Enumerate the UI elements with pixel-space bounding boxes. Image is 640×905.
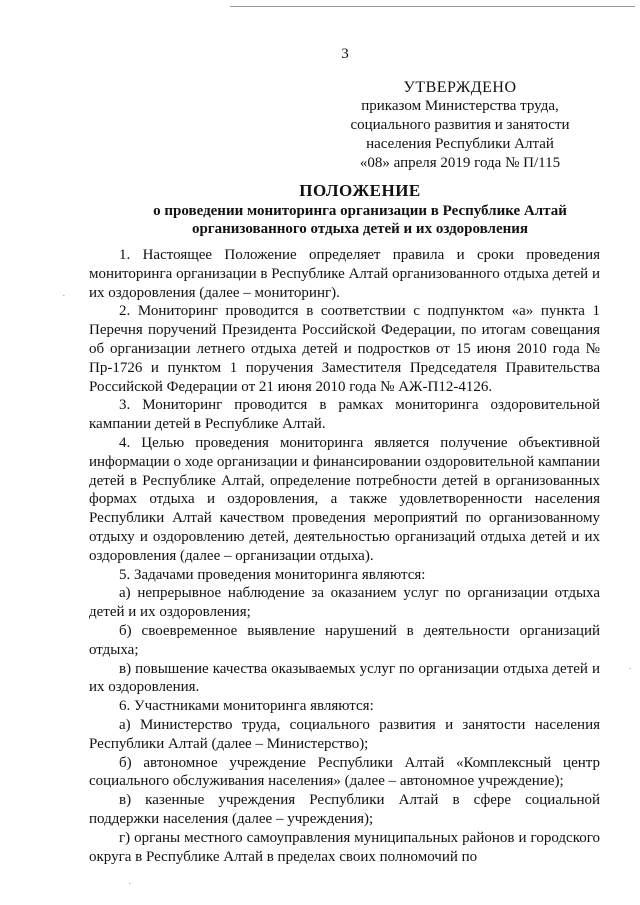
paragraph: 4. Целью проведения мониторинга является получение объективной информации о ходе организации и финансировании оздоровительной кампании детей в Республике Алтай, определение потребности детей в организованных формах отдыха и оздоровления, а также удовлетворенности населения Республики Алтай качеством проведения мероприятий по организованному отдыху и оздоровлению детей, деятельностью организаций отдыха детей и их оздоровления (далее – организации отдыха). [89, 434, 600, 564]
paragraph: б) автономное учреждение Республики Алтай «Комплексный центр социального обслуживания населения» (далее – автономное учреждение); [89, 754, 600, 790]
paragraph: 2. Мониторинг проводится в соответствии с подпунктом «а» пункта 1 Перечня поручений Президента Российской Федерации, по итогам совещания об организации летнего отдыха детей и подростков от 15 июня 2010 года № Пр-1726 и пунктом 1 поручения Заместителя Председателя Правительства Российской Федерации от 21 июня 2010 года № АЖ-П12-4126. [89, 303, 600, 395]
paragraph: 6. Участниками мониторинга являются: [119, 698, 374, 715]
approval-line: социального развития и занятости [350, 117, 570, 133]
paragraph: в) повышение качества оказываемых услуг по организации отдыха детей и их оздоровления. [89, 660, 600, 696]
paragraph: б) своевременное выявление нарушений в деятельности организаций отдыха; [89, 622, 600, 658]
paragraph: а) непрерывное наблюдение за оказанием услуг по организации отдыха детей и их оздоровления; [89, 585, 600, 621]
document-body [89, 246, 600, 866]
paragraph: 1. Настоящее Положение определяет правила и сроки проведения мониторинга организации в Республике Алтай организованного отдыха детей и их оздоровления (далее – мониторинг). [89, 247, 600, 301]
scan-speck: · [62, 290, 66, 302]
approval-block [340, 78, 580, 173]
document-title [130, 180, 590, 238]
scan-speck: · [128, 878, 132, 890]
paragraph: 3. Мониторинг проводится в рамках мониторинга оздоровительной кампании детей в Республике Алтай. [89, 397, 600, 433]
title-line: организованного отдыха детей и их оздоровления [191, 221, 529, 237]
approval-heading: УТВЕРЖДЕНО [403, 79, 517, 96]
approval-line: населения Республики Алтай [366, 136, 554, 152]
page-number: 3 [341, 46, 349, 62]
paragraph: г) органы местного самоуправления муниципальных районов и городского округа в Республике Алтай в пределах своих полномочий по [89, 829, 600, 865]
title-main: ПОЛОЖЕНИЕ [299, 181, 421, 200]
scan-speck: · [628, 663, 632, 675]
title-line: о проведении мониторинга организации в Республике Алтай [153, 203, 567, 219]
paragraph: а) Министерство труда, социального развития и занятости населения Республики Алтай (далее – Министерство); [89, 716, 600, 752]
paragraph: 5. Задачами проведения мониторинга являются: [119, 566, 426, 583]
approval-line: «08» апреля 2019 года № П/115 [359, 155, 561, 171]
approval-line: приказом Министерства труда, [361, 98, 559, 114]
paragraph: в) казенные учреждения Республики Алтай в сфере социальной поддержки населения (далее – учреждения); [89, 792, 600, 827]
scan-edge-line [230, 6, 635, 7]
